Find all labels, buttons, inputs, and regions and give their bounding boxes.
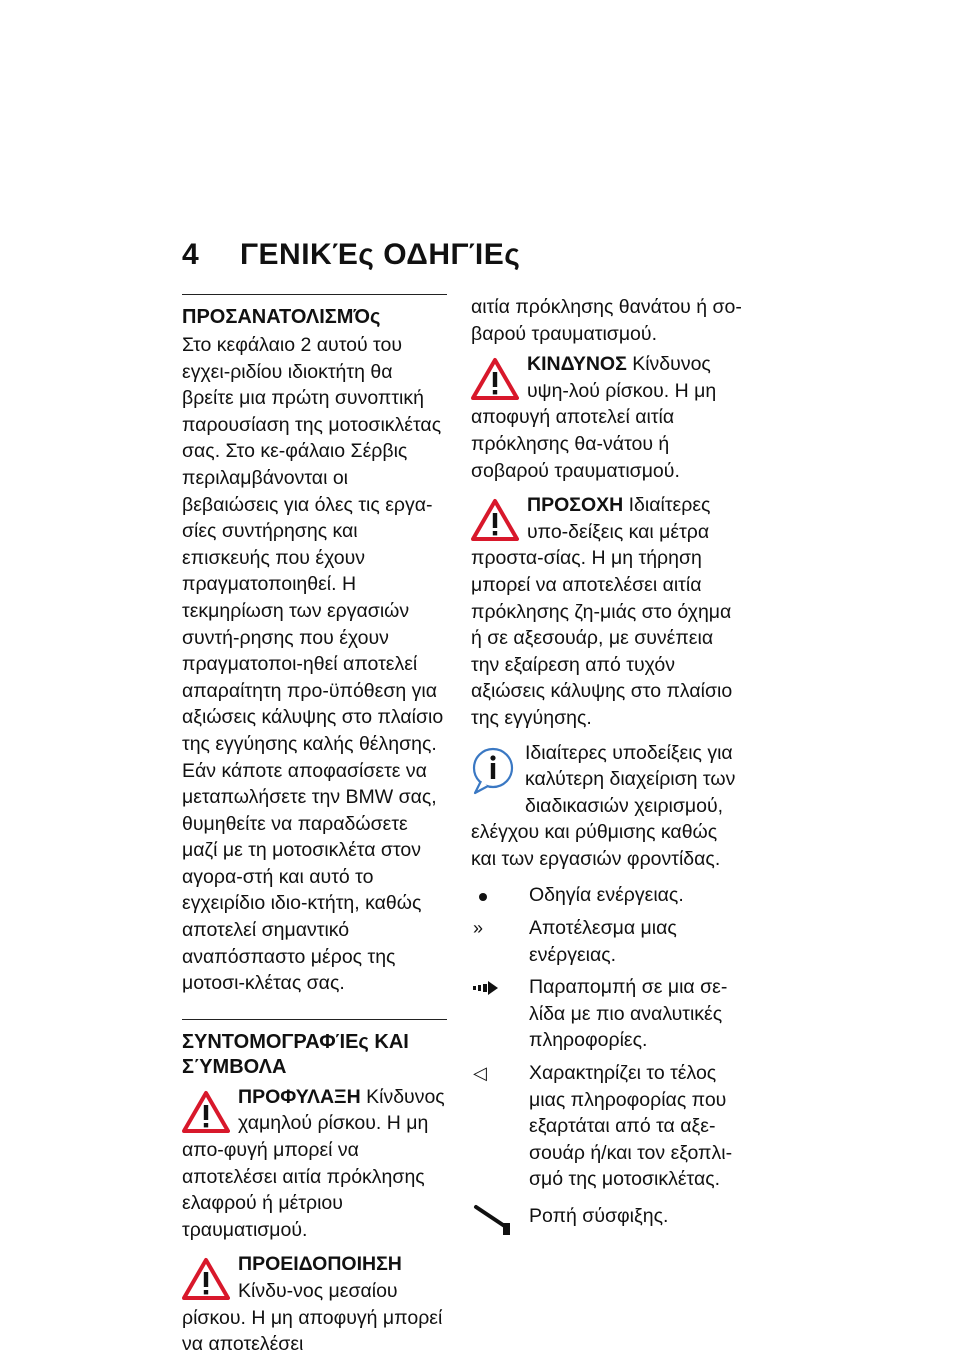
chapter-number: 4: [182, 238, 200, 271]
symbol-row: [471, 915, 743, 968]
caution-label: ΠΡΟΦΥΛΑΞΗ: [238, 1085, 361, 1108]
caution-text: Κίνδυνος χαμηλού ρίσκου. Η μη απο-φυγή μπορεί να αποτελέσει αιτία πρόκλησης ελαφρού ή μέτριου τραυματισμού.: [182, 1085, 445, 1241]
warning-notice: [182, 1251, 447, 1357]
section-divider: [182, 294, 447, 295]
warning-triangle-icon: [182, 1090, 230, 1134]
symbol-description: Παραπομπή σε μια σε-λίδα με πιο αναλυτικές πληροφορίες.: [529, 976, 728, 1052]
orientation-paragraph-1: Στο κεφάλαιο 2 αυτού του εγχει-ριδίου ιδιοκτήτη θα βρείτε μια πρώτη συνοπτική παρουσίαση της μοτοσικλέτας σας. Στο κε-φάλαιο Σέρβις περιλαμβάνονται οι βεβαιώσεις για όλες τις εργα-σίες συντήρησης και επισκευής που έχουν πραγματοποιηθεί. Η τεκμηρίωση των εργασιών συντή-ρησης που έχουν πραγματοποι-ηθεί αποτελεί απαραίτητη προ-ϋπόθεση για αξιώσεις κάλυψης στο πλαίσιο της εγγύησης καλής θέλησης.: [182, 334, 444, 755]
warning-triangle-icon: [471, 498, 519, 542]
warning-triangle-icon: [182, 1257, 230, 1301]
attention-text: Ιδιαίτερες υπο-δείξεις και μέτρα προστα-σίας. Η μη τήρηση μπορεί να αποτελέσει αιτία πρόκλησης ζη-μιάς στο όχημα ή σε αξεσουάρ, με συνέπεια την εξαίρεση από τυχόν αξιώσεις κάλυψης στο πλαίσιο της εγγύησης.: [471, 494, 733, 729]
warning-triangle-icon: [471, 357, 519, 401]
symbol-description: Ροπή σύσφιξης.: [529, 1205, 669, 1227]
warning-label: ΠΡΟΕΙΔΟΠΟΙΗΣΗ: [238, 1253, 402, 1276]
symbol-description: Χαρακτηρίζει το τέλος μιας πληροφορίας που εξαρτάται από τα αξε-σουάρ ή/και τον εξοπλι-σμό της μοτοσικλέτας.: [529, 1062, 733, 1191]
section-divider: [182, 1019, 447, 1020]
danger-text: Κίνδυνος υψη-λού ρίσκου. Η μη αποφυγή αποτελεί αιτία πρόκλησης θα-νάτου ή σοβαρού τραυματισμού.: [471, 353, 717, 482]
symbol-description: Οδηγία ενέργειας.: [529, 884, 684, 907]
danger-label: ΚΙΝΔΥΝΟΣ: [527, 353, 627, 376]
chapter-name: ΓΕΝΙΚΈς ΟΔΗΓΊΕς: [240, 238, 521, 271]
info-text: Ιδιαίτερες υποδείξεις για καλύτερη διαχείριση των διαδικασιών χειρισμού, ελέγχου και ρύθμισης καθώς και των εργασιών φροντίδας.: [471, 741, 736, 870]
warning-continuation: αιτία πρόκλησης θανάτου ή σο-βαρού τραυματισμού.: [471, 296, 742, 345]
result-symbol: »: [473, 918, 484, 939]
section-heading-abbreviations: ΣΥΝΤΟΜΟΓΡΑΦΊΕς ΚΑΙ ΣΎΜΒΟΛΑ: [182, 1030, 409, 1078]
section-heading-orientation: ΠΡΟΣΑΝΑΤΟΛΙΣΜΌς: [182, 306, 381, 328]
page-reference-arrow-icon: [473, 979, 499, 997]
info-notice: [471, 740, 743, 873]
caution-notice: [182, 1084, 447, 1244]
symbol-row: [471, 974, 743, 1054]
symbol-row: [471, 1060, 743, 1193]
orientation-paragraph-2: Εάν κάποτε αποφασίσετε να μεταπωλήσετε την BMW σας, θυμηθείτε να παραδώσετε μαζί με τη μοτοσικλέτα στον αγορα-στή και αυτό το εγχειρίδιο ιδιο-κτήτη, καθώς αποτελεί σημαντικό αναπόσπαστο μέρος της μοτοσι-κλέτας σας.: [182, 759, 437, 995]
attention-notice: [471, 492, 743, 731]
attention-label: ΠΡΟΣΟΧΗ: [527, 494, 624, 517]
right-column: [471, 294, 743, 1237]
symbol-row: [471, 1203, 743, 1237]
bullet-icon: [479, 893, 487, 901]
info-icon: [471, 746, 515, 796]
torque-wrench-icon: [473, 1203, 517, 1237]
symbol-description: Αποτέλεσμα μιας ενέργειας.: [529, 917, 677, 966]
warning-text: Κίνδυ-νος μεσαίου ρίσκου. Η μη αποφυγή μπορεί να αποτελέσει: [182, 1280, 443, 1356]
symbol-row: [471, 882, 743, 909]
end-marker-symbol: ◁: [473, 1063, 487, 1084]
left-column: [182, 294, 447, 1358]
danger-notice: [471, 351, 743, 484]
chapter-title: [182, 238, 520, 272]
